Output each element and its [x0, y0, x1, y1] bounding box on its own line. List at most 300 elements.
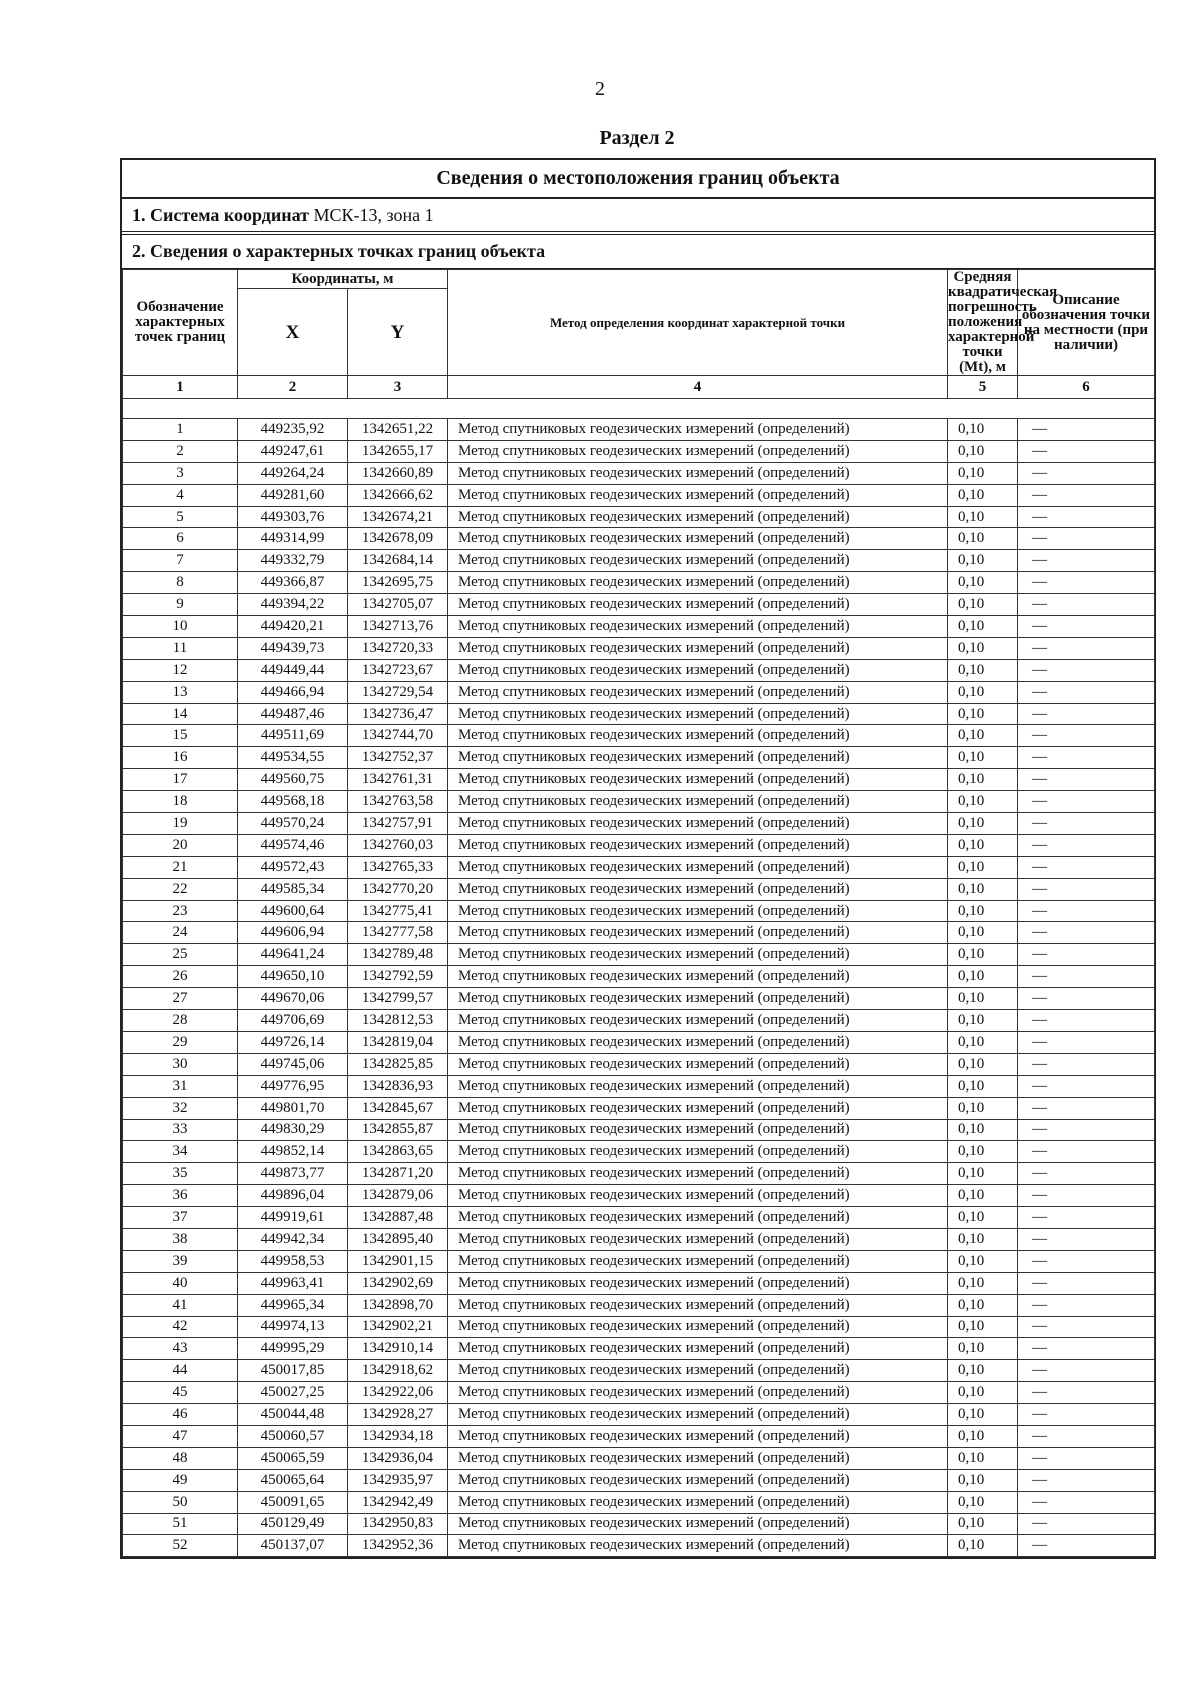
method-cell: Метод спутниковых геодезических измерений (определений) — [448, 1141, 948, 1163]
coord-x: 449572,43 — [238, 856, 348, 878]
coord-x: 449332,79 — [238, 550, 348, 572]
table-row — [123, 1097, 1155, 1119]
coord-y: 1342789,48 — [348, 944, 448, 966]
description-cell: — — [1018, 1316, 1155, 1338]
method-cell: Метод спутниковых геодезических измерений (определений) — [448, 1294, 948, 1316]
description-cell: — — [1018, 1053, 1155, 1075]
table-row — [123, 1207, 1155, 1229]
table-row — [123, 769, 1155, 791]
point-number: 49 — [123, 1469, 238, 1491]
point-number: 46 — [123, 1404, 238, 1426]
error-cell: 0,10 — [948, 747, 1018, 769]
description-cell: — — [1018, 1010, 1155, 1032]
table-row — [123, 1075, 1155, 1097]
point-number: 50 — [123, 1491, 238, 1513]
coord-y: 1342887,48 — [348, 1207, 448, 1229]
error-cell: 0,10 — [948, 1338, 1018, 1360]
coord-y: 1342744,70 — [348, 725, 448, 747]
method-cell: Метод спутниковых геодезических измерений (определений) — [448, 484, 948, 506]
table-row — [123, 528, 1155, 550]
error-cell: 0,10 — [948, 1447, 1018, 1469]
method-cell: Метод спутниковых геодезических измерений (определений) — [448, 616, 948, 638]
description-cell: — — [1018, 659, 1155, 681]
error-cell: 0,10 — [948, 419, 1018, 441]
description-cell: — — [1018, 966, 1155, 988]
description-cell: — — [1018, 1382, 1155, 1404]
method-cell: Метод спутниковых геодезических измерений (определений) — [448, 1272, 948, 1294]
description-cell: — — [1018, 637, 1155, 659]
error-cell: 0,10 — [948, 1031, 1018, 1053]
table-row — [123, 594, 1155, 616]
method-cell: Метод спутниковых геодезических измерений (определений) — [448, 528, 948, 550]
table-row — [123, 791, 1155, 813]
point-number: 34 — [123, 1141, 238, 1163]
coord-y: 1342936,04 — [348, 1447, 448, 1469]
method-cell: Метод спутниковых геодезических измерений (определений) — [448, 1250, 948, 1272]
error-cell: 0,10 — [948, 506, 1018, 528]
error-cell: 0,10 — [948, 572, 1018, 594]
error-cell: 0,10 — [948, 1316, 1018, 1338]
description-cell: — — [1018, 1360, 1155, 1382]
method-cell: Метод спутниковых геодезических измерений (определений) — [448, 572, 948, 594]
table-row — [123, 1535, 1155, 1557]
coord-y: 1342720,33 — [348, 637, 448, 659]
column-number: 6 — [1018, 376, 1155, 399]
error-cell: 0,10 — [948, 944, 1018, 966]
coord-y: 1342713,76 — [348, 616, 448, 638]
coord-y: 1342825,85 — [348, 1053, 448, 1075]
point-number: 42 — [123, 1316, 238, 1338]
table-row — [123, 1382, 1155, 1404]
table-row — [123, 900, 1155, 922]
description-cell: — — [1018, 1447, 1155, 1469]
coord-x: 449314,99 — [238, 528, 348, 550]
coord-y: 1342684,14 — [348, 550, 448, 572]
description-cell: — — [1018, 900, 1155, 922]
coord-y: 1342950,83 — [348, 1513, 448, 1535]
form-heading: Сведения о местоположения границ объекта — [122, 160, 1154, 199]
coord-y: 1342729,54 — [348, 681, 448, 703]
point-number: 5 — [123, 506, 238, 528]
coord-x: 449873,77 — [238, 1163, 348, 1185]
table-row — [123, 1228, 1155, 1250]
description-cell: — — [1018, 856, 1155, 878]
method-cell: Метод спутниковых геодезических измерений (определений) — [448, 550, 948, 572]
coord-y: 1342918,62 — [348, 1360, 448, 1382]
error-cell: 0,10 — [948, 856, 1018, 878]
method-cell: Метод спутниковых геодезических измерений (определений) — [448, 1425, 948, 1447]
description-cell: — — [1018, 1119, 1155, 1141]
description-cell: — — [1018, 791, 1155, 813]
table-row — [123, 484, 1155, 506]
point-number: 16 — [123, 747, 238, 769]
table-row — [123, 1513, 1155, 1535]
description-cell: — — [1018, 1141, 1155, 1163]
coordinate-system-label: 1. Система координат — [132, 205, 309, 225]
error-cell: 0,10 — [948, 1228, 1018, 1250]
coord-y: 1342765,33 — [348, 856, 448, 878]
table-row — [123, 878, 1155, 900]
point-number: 41 — [123, 1294, 238, 1316]
description-cell: — — [1018, 550, 1155, 572]
table-row — [123, 506, 1155, 528]
method-cell: Метод спутниковых геодезических измерений (определений) — [448, 1010, 948, 1032]
coord-y: 1342757,91 — [348, 813, 448, 835]
point-number: 17 — [123, 769, 238, 791]
coord-x: 449641,24 — [238, 944, 348, 966]
error-cell: 0,10 — [948, 1294, 1018, 1316]
points-heading: 2. Сведения о характерных точках границ объекта — [122, 235, 1154, 269]
coord-y: 1342819,04 — [348, 1031, 448, 1053]
point-number: 52 — [123, 1535, 238, 1557]
method-cell: Метод спутниковых геодезических измерений (определений) — [448, 1031, 948, 1053]
point-number: 47 — [123, 1425, 238, 1447]
coord-x: 450091,65 — [238, 1491, 348, 1513]
table-row — [123, 725, 1155, 747]
coord-y: 1342763,58 — [348, 791, 448, 813]
error-cell: 0,10 — [948, 1425, 1018, 1447]
description-cell: — — [1018, 1294, 1155, 1316]
point-number: 14 — [123, 703, 238, 725]
coord-y: 1342770,20 — [348, 878, 448, 900]
coord-x: 449650,10 — [238, 966, 348, 988]
table-row — [123, 1163, 1155, 1185]
method-cell: Метод спутниковых геодезических измерений (определений) — [448, 900, 948, 922]
coord-x: 449568,18 — [238, 791, 348, 813]
coord-y: 1342871,20 — [348, 1163, 448, 1185]
point-number: 26 — [123, 966, 238, 988]
point-number: 18 — [123, 791, 238, 813]
method-cell: Метод спутниковых геодезических измерений (определений) — [448, 1535, 948, 1557]
point-number: 22 — [123, 878, 238, 900]
error-cell: 0,10 — [948, 637, 1018, 659]
coord-y: 1342695,75 — [348, 572, 448, 594]
method-cell: Метод спутниковых геодезических измерений (определений) — [448, 922, 948, 944]
coord-x: 449394,22 — [238, 594, 348, 616]
description-cell: — — [1018, 1250, 1155, 1272]
column-number: 4 — [448, 376, 948, 399]
description-cell: — — [1018, 988, 1155, 1010]
coord-x: 449420,21 — [238, 616, 348, 638]
coord-y: 1342705,07 — [348, 594, 448, 616]
description-cell: — — [1018, 1425, 1155, 1447]
description-cell: — — [1018, 528, 1155, 550]
method-cell: Метод спутниковых геодезических измерений (определений) — [448, 747, 948, 769]
coord-x: 449974,13 — [238, 1316, 348, 1338]
header-error: Средняя квадратическая погрешность положения характерной точки (Mt), м — [948, 269, 1058, 375]
method-cell: Метод спутниковых геодезических измерений (определений) — [448, 878, 948, 900]
method-cell: Метод спутниковых геодезических измерений (определений) — [448, 1185, 948, 1207]
coord-y: 1342895,40 — [348, 1228, 448, 1250]
error-cell: 0,10 — [948, 1491, 1018, 1513]
error-cell: 0,10 — [948, 594, 1018, 616]
coord-x: 449776,95 — [238, 1075, 348, 1097]
table-row — [123, 572, 1155, 594]
error-cell: 0,10 — [948, 1053, 1018, 1075]
coord-y: 1342845,67 — [348, 1097, 448, 1119]
error-cell: 0,10 — [948, 1513, 1018, 1535]
point-number: 48 — [123, 1447, 238, 1469]
description-cell: — — [1018, 594, 1155, 616]
method-cell: Метод спутниковых геодезических измерений (определений) — [448, 1316, 948, 1338]
description-cell: — — [1018, 681, 1155, 703]
error-cell: 0,10 — [948, 1404, 1018, 1426]
error-cell: 0,10 — [948, 1075, 1018, 1097]
coord-y: 1342855,87 — [348, 1119, 448, 1141]
coord-x: 450060,57 — [238, 1425, 348, 1447]
error-cell: 0,10 — [948, 1163, 1018, 1185]
table-row — [123, 440, 1155, 462]
table-row — [123, 1250, 1155, 1272]
error-cell: 0,10 — [948, 681, 1018, 703]
table-row — [123, 813, 1155, 835]
point-number: 51 — [123, 1513, 238, 1535]
coord-x: 449830,29 — [238, 1119, 348, 1141]
section-title: Раздел 2 — [599, 127, 675, 149]
table-row — [123, 419, 1155, 441]
coord-y: 1342674,21 — [348, 506, 448, 528]
method-cell: Метод спутниковых геодезических измерений (определений) — [448, 1097, 948, 1119]
method-cell: Метод спутниковых геодезических измерений (определений) — [448, 440, 948, 462]
point-number: 37 — [123, 1207, 238, 1229]
method-cell: Метод спутниковых геодезических измерений (определений) — [448, 988, 948, 1010]
description-cell: — — [1018, 834, 1155, 856]
coord-y: 1342901,15 — [348, 1250, 448, 1272]
description-cell: — — [1018, 747, 1155, 769]
description-cell: — — [1018, 1163, 1155, 1185]
coord-x: 449281,60 — [238, 484, 348, 506]
coord-x: 449606,94 — [238, 922, 348, 944]
description-cell: — — [1018, 616, 1155, 638]
coord-x: 449439,73 — [238, 637, 348, 659]
point-number: 25 — [123, 944, 238, 966]
coord-x: 449965,34 — [238, 1294, 348, 1316]
coord-y: 1342902,21 — [348, 1316, 448, 1338]
method-cell: Метод спутниковых геодезических измерений (определений) — [448, 1053, 948, 1075]
coord-y: 1342752,37 — [348, 747, 448, 769]
description-cell: — — [1018, 1097, 1155, 1119]
error-cell: 0,10 — [948, 988, 1018, 1010]
description-cell: — — [1018, 572, 1155, 594]
header-method: Метод определения координат характерной точки — [448, 270, 948, 376]
error-cell: 0,10 — [948, 616, 1018, 638]
table-row — [123, 616, 1155, 638]
coord-x: 450065,64 — [238, 1469, 348, 1491]
error-cell: 0,10 — [948, 769, 1018, 791]
error-cell: 0,10 — [948, 1360, 1018, 1382]
error-cell: 0,10 — [948, 813, 1018, 835]
point-number: 45 — [123, 1382, 238, 1404]
point-number: 2 — [123, 440, 238, 462]
method-cell: Метод спутниковых геодезических измерений (определений) — [448, 594, 948, 616]
coord-x: 449574,46 — [238, 834, 348, 856]
table-row — [123, 659, 1155, 681]
coord-y: 1342898,70 — [348, 1294, 448, 1316]
method-cell: Метод спутниковых геодезических измерений (определений) — [448, 1207, 948, 1229]
error-cell: 0,10 — [948, 1469, 1018, 1491]
description-cell: — — [1018, 462, 1155, 484]
description-cell: — — [1018, 1031, 1155, 1053]
method-cell: Метод спутниковых геодезических измерений (определений) — [448, 659, 948, 681]
coord-y: 1342723,67 — [348, 659, 448, 681]
method-cell: Метод спутниковых геодезических измерений (определений) — [448, 1491, 948, 1513]
coord-y: 1342792,59 — [348, 966, 448, 988]
coord-y: 1342879,06 — [348, 1185, 448, 1207]
coord-y: 1342799,57 — [348, 988, 448, 1010]
method-cell: Метод спутниковых геодезических измерений (определений) — [448, 1338, 948, 1360]
description-cell: — — [1018, 484, 1155, 506]
point-number: 21 — [123, 856, 238, 878]
coord-y: 1342935,97 — [348, 1469, 448, 1491]
error-cell: 0,10 — [948, 1250, 1018, 1272]
description-cell: — — [1018, 944, 1155, 966]
table-row — [123, 1031, 1155, 1053]
description-cell: — — [1018, 813, 1155, 835]
coord-x: 449801,70 — [238, 1097, 348, 1119]
table-row — [123, 1185, 1155, 1207]
point-number: 3 — [123, 462, 238, 484]
coord-x: 450129,49 — [238, 1513, 348, 1535]
table-row — [123, 1491, 1155, 1513]
coord-x: 449534,55 — [238, 747, 348, 769]
error-cell: 0,10 — [948, 1535, 1018, 1557]
error-cell: 0,10 — [948, 878, 1018, 900]
coord-y: 1342777,58 — [348, 922, 448, 944]
coord-y: 1342902,69 — [348, 1272, 448, 1294]
point-number: 36 — [123, 1185, 238, 1207]
header-y: Y — [348, 289, 448, 376]
table-row — [123, 834, 1155, 856]
boundary-form — [120, 158, 1156, 1559]
point-number: 23 — [123, 900, 238, 922]
table-row — [123, 1404, 1155, 1426]
method-cell: Метод спутниковых геодезических измерений (определений) — [448, 506, 948, 528]
coord-y: 1342666,62 — [348, 484, 448, 506]
point-number: 11 — [123, 637, 238, 659]
coord-y: 1342934,18 — [348, 1425, 448, 1447]
page-number: 2 — [595, 78, 605, 100]
method-cell: Метод спутниковых геодезических измерений (определений) — [448, 769, 948, 791]
error-cell: 0,10 — [948, 966, 1018, 988]
coord-x: 449264,24 — [238, 462, 348, 484]
point-number: 19 — [123, 813, 238, 835]
description-cell: — — [1018, 1185, 1155, 1207]
error-cell: 0,10 — [948, 725, 1018, 747]
coord-y: 1342863,65 — [348, 1141, 448, 1163]
coord-y: 1342922,06 — [348, 1382, 448, 1404]
method-cell: Метод спутниковых геодезических измерений (определений) — [448, 419, 948, 441]
point-number: 12 — [123, 659, 238, 681]
point-number: 27 — [123, 988, 238, 1010]
table-row — [123, 922, 1155, 944]
coord-x: 449919,61 — [238, 1207, 348, 1229]
point-number: 40 — [123, 1272, 238, 1294]
coord-x: 449247,61 — [238, 440, 348, 462]
point-number: 8 — [123, 572, 238, 594]
column-number: 3 — [348, 376, 448, 399]
description-cell: — — [1018, 1491, 1155, 1513]
method-cell: Метод спутниковых геодезических измерений (определений) — [448, 1163, 948, 1185]
point-number: 35 — [123, 1163, 238, 1185]
header-description: Описание обозначения точки на местности (при наличии) — [1018, 270, 1155, 376]
coord-x: 449600,64 — [238, 900, 348, 922]
coord-y: 1342655,17 — [348, 440, 448, 462]
table-row — [123, 1360, 1155, 1382]
coord-x: 450027,25 — [238, 1382, 348, 1404]
method-cell: Метод спутниковых геодезических измерений (определений) — [448, 1360, 948, 1382]
coord-x: 449958,53 — [238, 1250, 348, 1272]
error-cell: 0,10 — [948, 791, 1018, 813]
error-cell: 0,10 — [948, 1010, 1018, 1032]
coord-y: 1342952,36 — [348, 1535, 448, 1557]
point-number: 29 — [123, 1031, 238, 1053]
coord-x: 449585,34 — [238, 878, 348, 900]
coord-x: 449466,94 — [238, 681, 348, 703]
coord-y: 1342761,31 — [348, 769, 448, 791]
description-cell: — — [1018, 1513, 1155, 1535]
description-cell: — — [1018, 1338, 1155, 1360]
column-number: 5 — [948, 376, 1018, 399]
description-cell: — — [1018, 440, 1155, 462]
point-number: 38 — [123, 1228, 238, 1250]
description-cell: — — [1018, 878, 1155, 900]
coord-y: 1342775,41 — [348, 900, 448, 922]
point-number: 7 — [123, 550, 238, 572]
table-row — [123, 1294, 1155, 1316]
method-cell: Метод спутниковых геодезических измерений (определений) — [448, 1119, 948, 1141]
coord-x: 449487,46 — [238, 703, 348, 725]
point-number: 4 — [123, 484, 238, 506]
coord-x: 449670,06 — [238, 988, 348, 1010]
error-cell: 0,10 — [948, 440, 1018, 462]
table-row — [123, 856, 1155, 878]
table-row — [123, 1316, 1155, 1338]
coord-y: 1342910,14 — [348, 1338, 448, 1360]
coord-x: 450137,07 — [238, 1535, 348, 1557]
coord-x: 450065,59 — [238, 1447, 348, 1469]
table-row — [123, 1469, 1155, 1491]
table-row — [123, 550, 1155, 572]
table-row — [123, 747, 1155, 769]
point-number: 1 — [123, 419, 238, 441]
coord-x: 449235,92 — [238, 419, 348, 441]
method-cell: Метод спутниковых геодезических измерений (определений) — [448, 1228, 948, 1250]
error-cell: 0,10 — [948, 550, 1018, 572]
table-row — [123, 966, 1155, 988]
description-cell: — — [1018, 703, 1155, 725]
method-cell: Метод спутниковых геодезических измерений (определений) — [448, 944, 948, 966]
point-number: 43 — [123, 1338, 238, 1360]
coord-x: 449560,75 — [238, 769, 348, 791]
error-cell: 0,10 — [948, 703, 1018, 725]
description-cell: — — [1018, 506, 1155, 528]
point-number: 10 — [123, 616, 238, 638]
method-cell: Метод спутниковых геодезических измерений (определений) — [448, 725, 948, 747]
point-number: 30 — [123, 1053, 238, 1075]
coord-y: 1342651,22 — [348, 419, 448, 441]
method-cell: Метод спутниковых геодезических измерений (определений) — [448, 1469, 948, 1491]
method-cell: Метод спутниковых геодезических измерений (определений) — [448, 1513, 948, 1535]
description-cell: — — [1018, 1404, 1155, 1426]
table-row — [123, 1119, 1155, 1141]
coord-x: 450017,85 — [238, 1360, 348, 1382]
coordinate-system-value: МСК-13, зона 1 — [313, 205, 434, 225]
coord-x: 449896,04 — [238, 1185, 348, 1207]
coordinate-system-line — [122, 199, 1154, 235]
method-cell: Метод спутниковых геодезических измерений (определений) — [448, 1382, 948, 1404]
table-row — [123, 988, 1155, 1010]
point-number: 32 — [123, 1097, 238, 1119]
